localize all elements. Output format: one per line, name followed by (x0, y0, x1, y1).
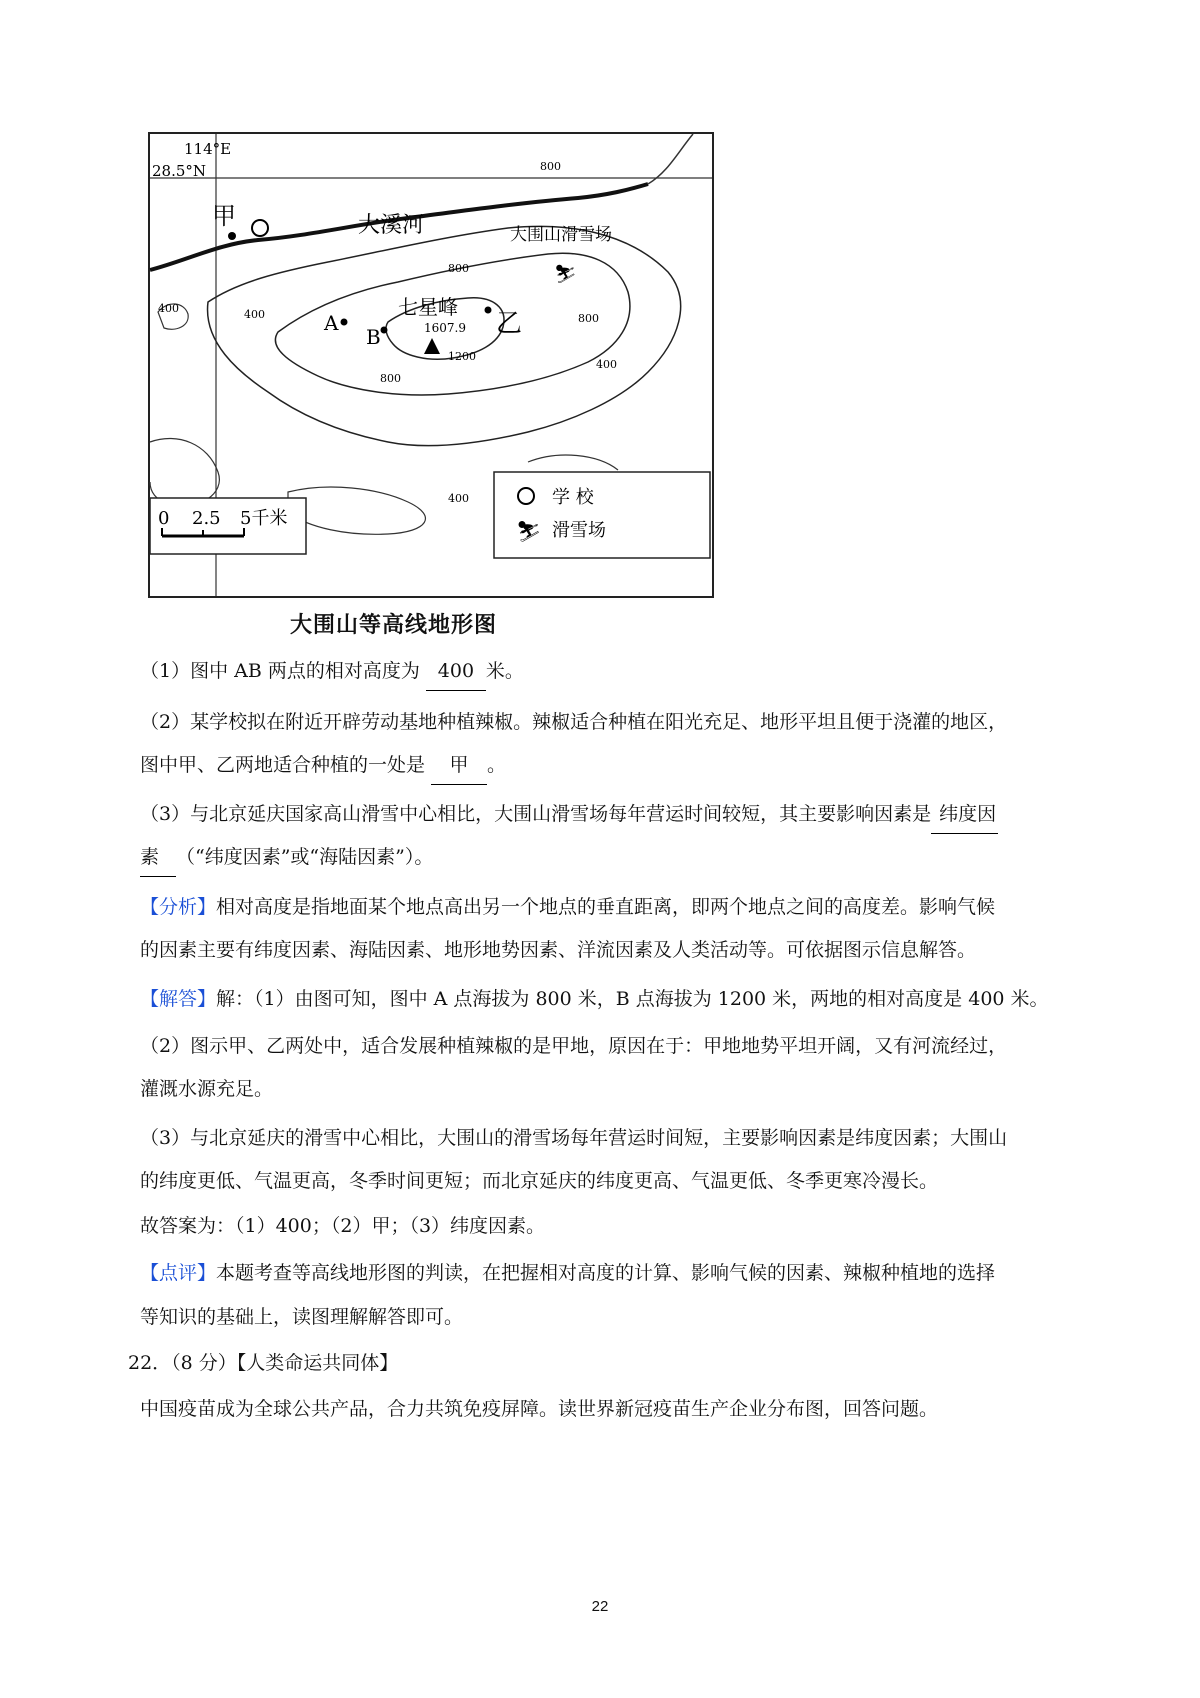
solution-line1 (140, 980, 1100, 1018)
question-2-line2 (140, 746, 1100, 785)
scale-tick-0: 0 (158, 508, 170, 529)
ski-area-label: 大围山滑雪场 (510, 225, 612, 245)
point-a-dot (341, 319, 348, 326)
school-icon (252, 220, 268, 236)
legend-school-label: 学 校 (552, 487, 594, 508)
comment-tag: 【点评】 (140, 1262, 217, 1284)
question-3-line2 (140, 838, 1100, 877)
contour-label-800: 800 (448, 262, 469, 275)
question-22-header: 22．（8 分）【人类命运共同体】 (128, 1352, 399, 1374)
legend-school-icon (518, 488, 534, 504)
page-number: 22 (591, 1598, 609, 1615)
solution-line4: （3）与北京延庆的滑雪中心相比，大围山的滑雪场每年营运时间短，主要影响因素是纬度因素；大围山 (140, 1127, 1008, 1149)
map-caption: 大围山等高线地形图 (290, 613, 498, 638)
point-a-label: A (324, 311, 339, 335)
contour-label-800: 800 (578, 312, 599, 325)
q1-answer: 400 (426, 652, 486, 691)
comment-line2: 等知识的基础上，读图理解解答即可。 (140, 1306, 464, 1328)
analysis-line2: 的因素主要有纬度因素、海陆因素、地形地势因素、洋流因素及人类活动等。可依据图示信息解答。 (140, 939, 977, 961)
contour-label-1200: 1200 (448, 350, 476, 363)
place-jia-dot (228, 232, 236, 240)
comment-text-1: 本题考查等高线地形图的判读，在把握相对高度的计算、影响气候的因素、辣椒种植地的选择 (216, 1262, 996, 1284)
q3-text: （3）与北京延庆国家高山滑雪中心相比，大围山滑雪场每年营运时间较短，其主要影响因素是 (140, 803, 932, 825)
solution-tag: 【解答】 (140, 988, 217, 1010)
question-3-line1 (140, 795, 1100, 834)
contour-label-400: 400 (244, 308, 265, 321)
q2-answer: 甲 (431, 746, 487, 785)
place-yi-label: 乙 (496, 309, 523, 339)
contour-map-svg (148, 132, 714, 604)
analysis-line1 (140, 888, 1100, 926)
solution-line5: 的纬度更低、气温更高，冬季时间更短；而北京延庆的纬度更高、气温更低、冬季更寒冷漫长。 (140, 1170, 939, 1192)
solution-text-1: 解：（1）由图可知，图中 A 点海拔为 800 米，B 点海拔为 1200 米，两地的相对高度是 400 米。 (216, 988, 1049, 1010)
contour-map (148, 132, 714, 604)
point-b-dot (381, 327, 388, 334)
ski-area-icon: ⛷ (554, 264, 577, 285)
peak-name-label: 七星峰 (398, 295, 458, 319)
contour-label-400: 400 (448, 492, 469, 505)
place-yi-dot (485, 307, 492, 314)
place-jia-label: 甲 (212, 202, 236, 230)
lon-label: 114°E (184, 140, 232, 158)
q3-answer-part1: 纬度因 (931, 795, 998, 834)
q3-suffix: （“纬度因素”或“海陆因素”）。 (176, 846, 434, 868)
peak-elev-label: 1607.9 (424, 321, 466, 335)
legend-box (494, 472, 710, 558)
contour-label-400: 400 (596, 358, 617, 371)
contour-label-400: 400 (158, 302, 179, 315)
scale-tick-5: 5千米 (240, 508, 288, 529)
analysis-tag: 【分析】 (140, 896, 217, 918)
analysis-text-1: 相对高度是指地面某个地点高出另一个地点的垂直距离，即两个地点之间的高度差。影响气候 (216, 896, 996, 918)
q2-suffix: 。 (487, 754, 507, 776)
lat-label: 28.5°N (152, 162, 207, 180)
point-b-label: B (366, 325, 381, 349)
question-2-line1: （2）某学校拟在附近开辟劳动基地种植辣椒。辣椒适合种植在阳光充足、地形平坦且便于浇灌的地区， (140, 711, 1008, 733)
river-label: 大溪河 (358, 213, 425, 238)
q1-text: （1）图中 AB 两点的相对高度为 (140, 660, 426, 682)
question-22-intro: 中国疫苗成为全球公共产品，合力共筑免疫屏障。读世界新冠疫苗生产企业分布图，回答问题。 (140, 1398, 939, 1420)
solution-line2: （2）图示甲、乙两处中，适合发展种植辣椒的是甲地，原因在于：甲地地势平坦开阔，又有河流经过， (140, 1035, 1008, 1057)
q2-text: 图中甲、乙两地适合种植的一处是 (140, 754, 432, 776)
solution-line6: 故答案为：（1）400；（2）甲；（3）纬度因素。 (140, 1215, 546, 1237)
legend-ski-icon: ⛷ (516, 519, 542, 543)
scale-tick-2-5: 2.5 (192, 508, 221, 529)
contour-label-800: 800 (380, 372, 401, 385)
question-1 (140, 652, 1100, 691)
q3-answer-part2: 素 (140, 838, 176, 877)
solution-line3: 灌溉水源充足。 (140, 1078, 274, 1100)
legend-ski-label: 滑雪场 (552, 520, 606, 541)
contour-label-800: 800 (540, 160, 561, 173)
comment-line1 (140, 1254, 1100, 1292)
q1-suffix: 米。 (485, 660, 524, 682)
